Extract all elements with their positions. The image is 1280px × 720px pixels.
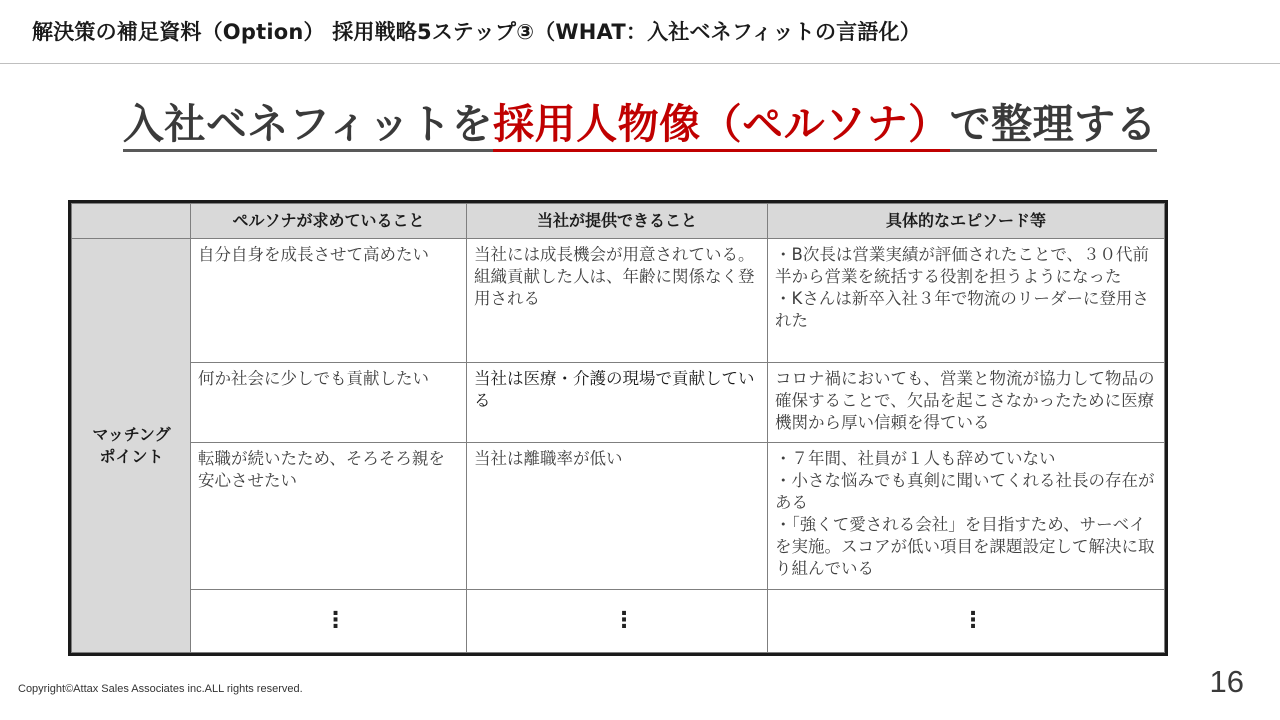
episode-cell: コロナ禍においても、営業と物流が協力して物品の確保することで、欠品を起こさなかったために医療機関から厚い信頼を得ている — [768, 363, 1165, 443]
benefit-table-container — [68, 200, 1168, 656]
matching-point-label — [72, 239, 191, 653]
vertical-ellipsis-icon: ⋮ — [613, 607, 635, 633]
table-row — [72, 239, 1165, 363]
benefit-table — [71, 203, 1165, 653]
vertical-ellipsis-icon: ⋮ — [962, 607, 984, 633]
page-number: 16 — [1209, 664, 1244, 699]
offer-ellipsis — [467, 590, 768, 653]
headline-accent: 採用人物像（ペルソナ） — [493, 100, 950, 152]
copyright-notice: Copyright©Attax Sales Associates inc.ALL rights reserved. — [18, 683, 303, 695]
offer-cell: 当社は離職率が低い — [467, 443, 768, 590]
table-header-corner — [72, 204, 191, 239]
table-row-ellipsis — [72, 590, 1165, 653]
persona-ellipsis — [191, 590, 467, 653]
table-row — [72, 443, 1165, 590]
offer-cell: 当社は医療・介護の現場で貢献している — [467, 363, 768, 443]
episode-cell: ・７年間、社員が１人も辞めていない ・小さな悩みでも真剣に聞いてくれる社長の存在がある ・「強くて愛される会社」を目指すため、サーベイを実施。スコアが低い項目を課題設定して解決に取り組んでいる — [768, 443, 1165, 590]
slide-title: 解決策の補足資料（Option） 採用戦略5ステップ③（WHAT：入社ベネフィットの言語化） — [32, 20, 921, 44]
offer-cell: 当社には成長機会が用意されている。組織貢献した人は、年齢に関係なく登用される — [467, 239, 768, 363]
persona-cell: 自分自身を成長させて高めたい — [191, 239, 467, 363]
column-header-persona: ペルソナが求めていること — [191, 204, 467, 239]
episode-cell: ・B次長は営業実績が評価されたことで、３０代前半から営業を統括する役割を担うようになった ・Kさんは新卒入社３年で物流のリーダーに登用された — [768, 239, 1165, 363]
headline-suffix: で整理する — [949, 100, 1158, 148]
episode-ellipsis — [768, 590, 1165, 653]
slide-header — [0, 0, 1280, 64]
persona-cell: 何か社会に少しでも貢献したい — [191, 363, 467, 443]
table-row — [72, 363, 1165, 443]
persona-cell: 転職が続いたため、そろそろ親を安心させたい — [191, 443, 467, 590]
headline-line — [123, 100, 1157, 152]
table-header-row — [72, 204, 1165, 239]
column-header-episode: 具体的なエピソード等 — [768, 204, 1165, 239]
matching-point-label-text: マッチング ポイント — [92, 425, 171, 466]
column-header-offer: 当社が提供できること — [467, 204, 768, 239]
vertical-ellipsis-icon: ⋮ — [324, 607, 347, 633]
headline — [0, 100, 1280, 152]
headline-prefix: 入社ベネフィットを — [122, 100, 494, 148]
